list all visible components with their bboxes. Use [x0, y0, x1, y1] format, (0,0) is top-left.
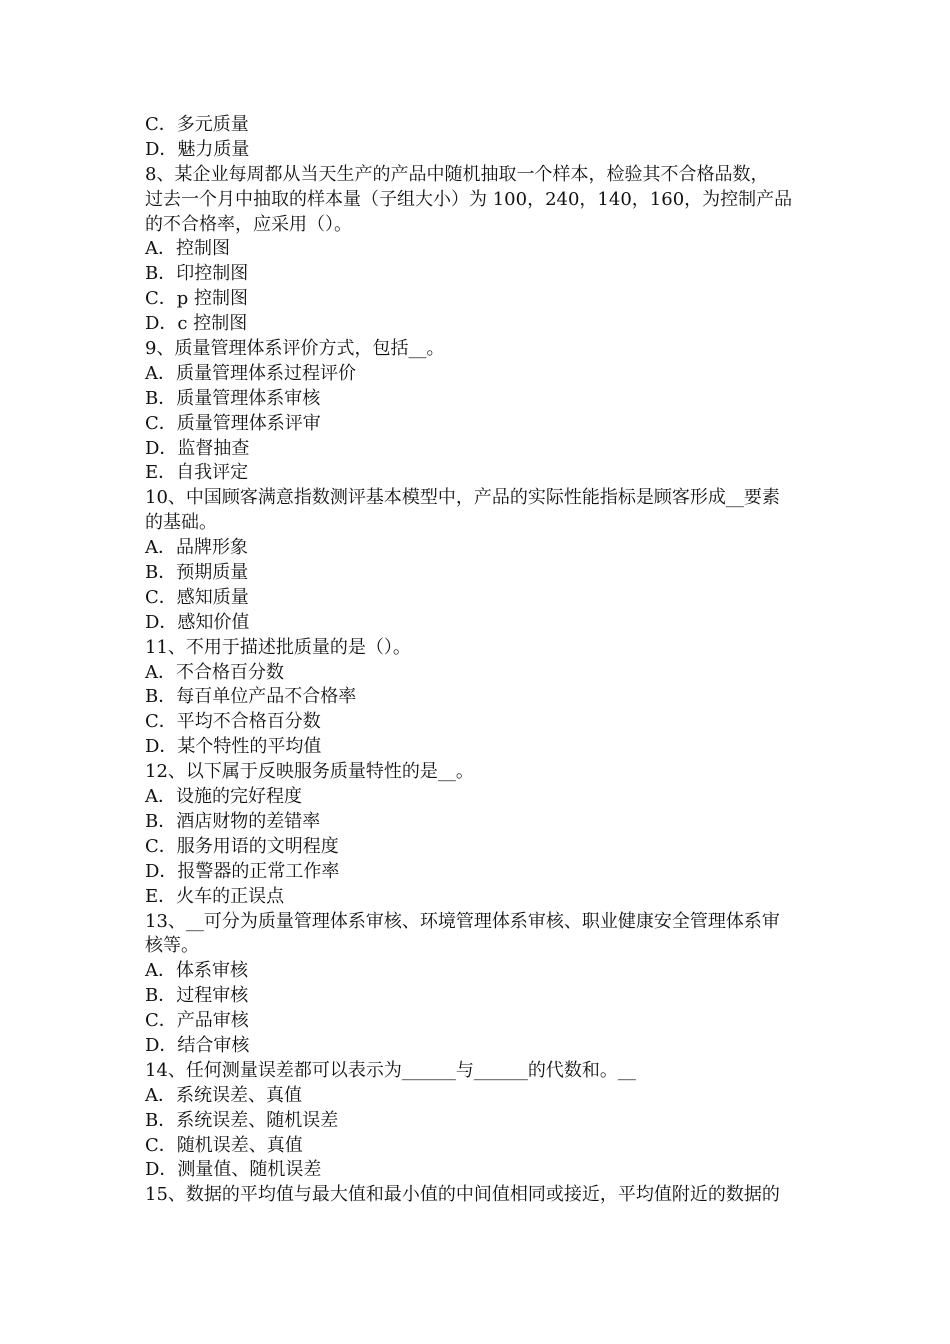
option-line: A．设施的完好程度 [145, 786, 302, 808]
option-line: C．产品审核 [145, 1010, 249, 1032]
question-line: 10、中国顾客满意指数测评基本模型中，产品的实际性能指标是顾客形成__要素 [145, 487, 780, 509]
text-line: C．多元质量 [145, 114, 249, 135]
option-line: B．过程审核 [145, 985, 249, 1007]
option-line: D．监督抽查 [145, 437, 250, 459]
option-line: D．报警器的正常工作率 [145, 860, 340, 882]
option-line: B．每百单位产品不合格率 [145, 686, 357, 708]
question-line: 15、数据的平均值与最大值和最小值的中间值相同或接近，平均值附近的数据的 [145, 1184, 780, 1206]
option-line: C．随机误差、真值 [145, 1134, 303, 1156]
option-line: D．感知价值 [145, 611, 250, 633]
option-line: A．不合格百分数 [145, 661, 284, 683]
option-line: B．质量管理体系审核 [145, 387, 321, 409]
option-line: E．自我评定 [145, 462, 249, 484]
question-line: 13、__可分为质量管理体系审核、环境管理体系审核、职业健康安全管理体系审 [145, 910, 780, 932]
option-line: D．结合审核 [145, 1034, 250, 1056]
text-line: D．魅力质量 [145, 138, 250, 160]
option-line: C．p 控制图 [145, 288, 249, 310]
question-line: 14、任何测量误差都可以表示为______与______的代数和。__ [145, 1059, 636, 1081]
question-line: 的不合格率，应采用（）。 [145, 213, 352, 235]
option-line: A．品牌形象 [145, 537, 248, 559]
question-line: 的基础。 [145, 512, 217, 534]
option-line: A．系统误差、真值 [145, 1084, 302, 1106]
option-line: C．感知质量 [145, 586, 249, 608]
option-line: C．服务用语的文明程度 [145, 835, 339, 857]
option-line: D．某个特性的平均值 [145, 736, 322, 758]
option-line: B．预期质量 [145, 562, 249, 584]
option-line: D．c 控制图 [145, 313, 248, 335]
option-line: B．系统误差、随机误差 [145, 1109, 339, 1131]
option-line: D．测量值、随机误差 [145, 1159, 322, 1181]
option-line: E．火车的正误点 [145, 885, 285, 907]
question-line: 9、质量管理体系评价方式，包括__。 [145, 338, 445, 360]
option-line: A．控制图 [145, 238, 230, 260]
document-body [145, 113, 815, 1208]
option-line: C．平均不合格百分数 [145, 711, 321, 733]
option-line: A．体系审核 [145, 960, 248, 982]
option-line: B．酒店财物的差错率 [145, 810, 321, 832]
option-line: B．印控制图 [145, 263, 249, 285]
question-line: 核等。 [145, 935, 199, 957]
question-line: 8、某企业每周都从当天生产的产品中随机抽取一个样本，检验其不合格品数， [145, 163, 769, 185]
question-line: 12、以下属于反映服务质量特性的是__。 [145, 761, 474, 783]
question-line: 过去一个月中抽取的样本量（子组大小）为 100，240，140，160，为控制产品 [145, 188, 793, 210]
option-line: C．质量管理体系评审 [145, 412, 321, 434]
question-line: 11、不用于描述批质量的是（）。 [145, 636, 411, 658]
option-line: A．质量管理体系过程评价 [145, 362, 356, 384]
